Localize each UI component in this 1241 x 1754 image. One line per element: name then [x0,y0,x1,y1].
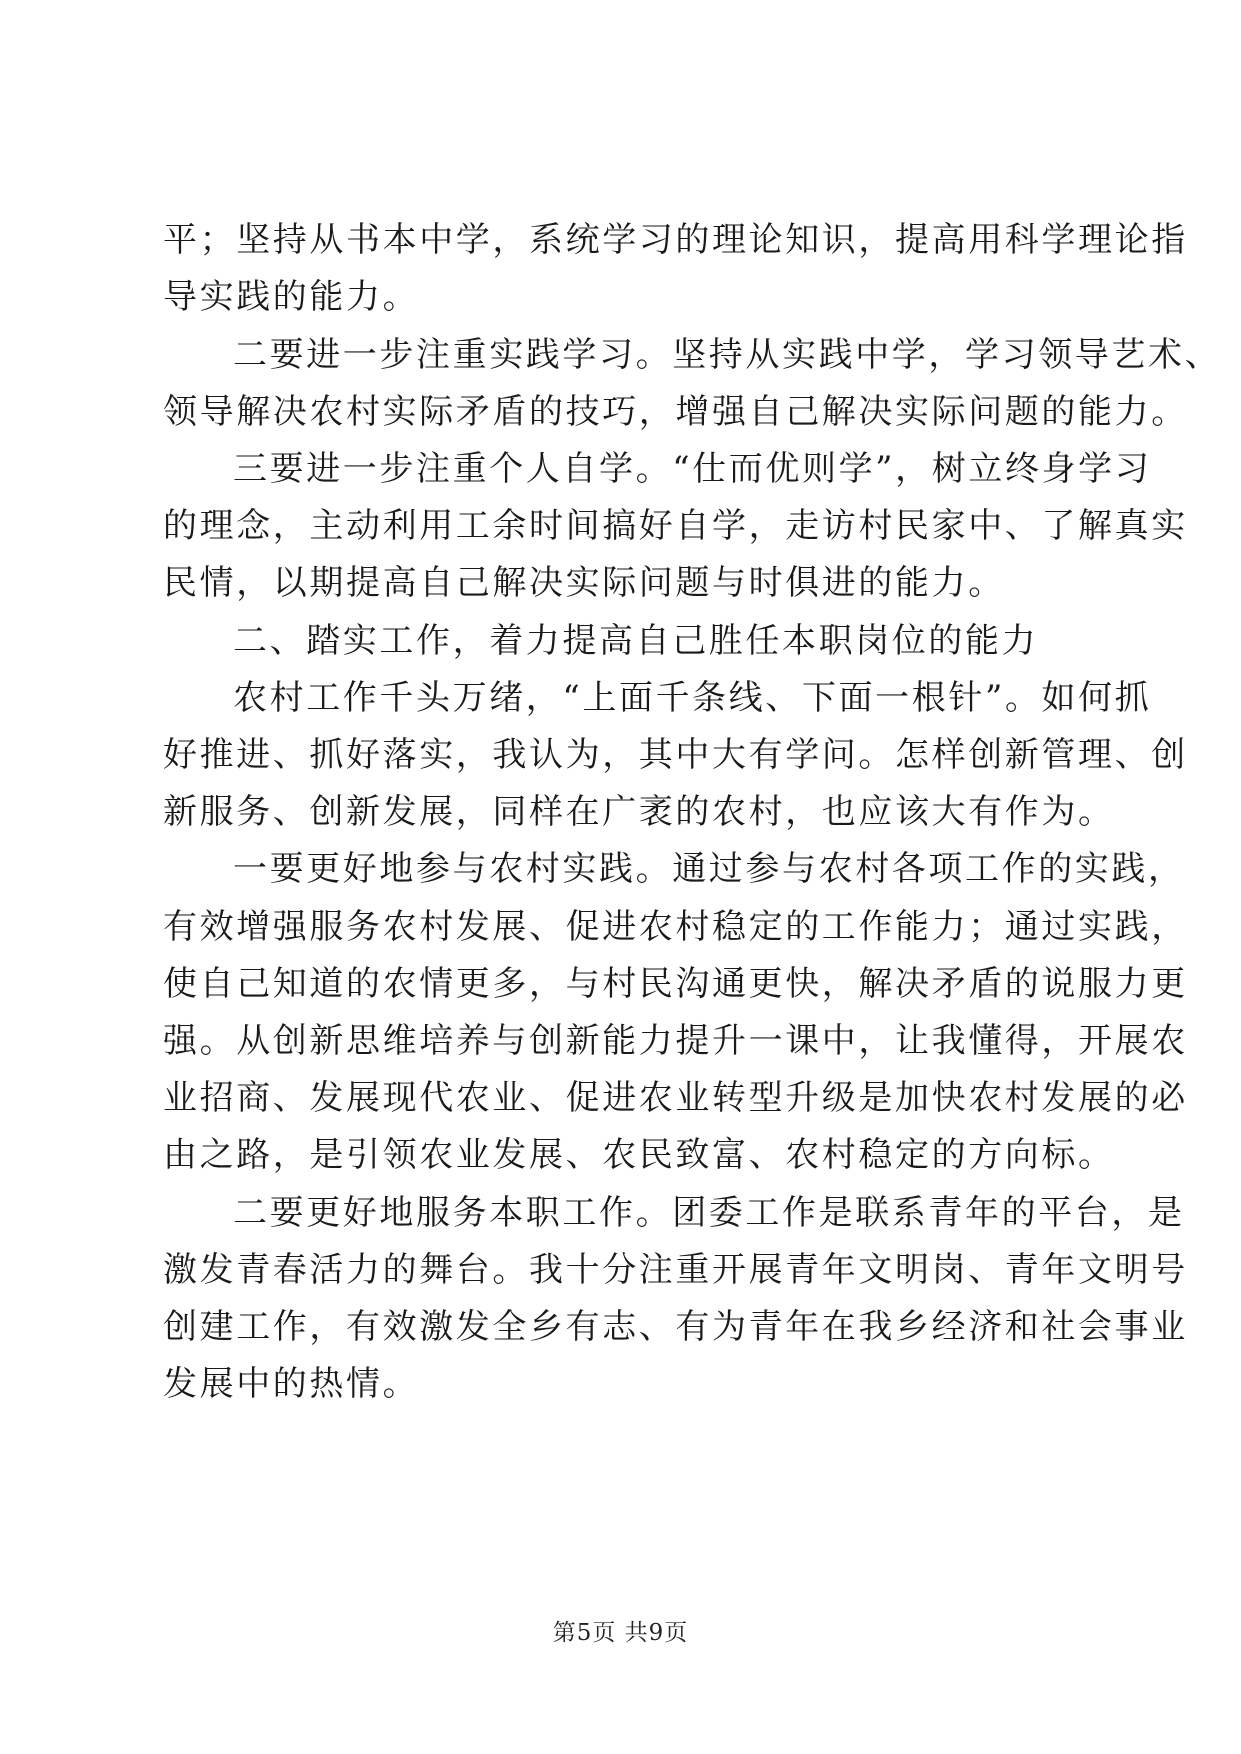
paragraph-start-line: 三要进一步注重个人自学。“仕而优则学”，树立终身学习 [233,449,1152,489]
page-number-footer: 第5页 共9页 [552,1620,689,1646]
paragraph-start-line: 二要更好地服务本职工作。团委工作是联系青年的平台，是 [233,1193,1185,1233]
section-heading: 二、踏实工作，着力提高自己胜任本职岗位的能力 [233,621,1039,661]
text-line: 平；坚持从书本中学，系统学习的理论知识，提高用科学理论指 [163,220,1188,260]
text-line: 激发青春活力的舞台。我十分注重开展青年文明岗、青年文明号 [163,1250,1188,1290]
text-line: 新服务、创新发展，同样在广袤的农村，也应该大有作为。 [163,792,1115,832]
text-line: 导实践的能力。 [163,277,420,317]
text-line: 好推进、抓好落实，我认为，其中大有学问。怎样创新管理、创 [163,735,1188,775]
text-line: 的理念，主动利用工余时间搞好自学，走访村民家中、了解真实 [163,506,1188,546]
paragraph-start-line: 一要更好地参与农村实践。通过参与农村各项工作的实践， [233,849,1185,889]
text-line: 由之路，是引领农业发展、农民致富、农村稳定的方向标。 [163,1135,1115,1175]
text-line: 强。从创新思维培养与创新能力提升一课中，让我懂得，开展农 [163,1021,1188,1061]
text-line: 有效增强服务农村发展、促进农村稳定的工作能力；通过实践， [163,907,1188,947]
text-line: 使自己知道的农情更多，与村民沟通更快，解决矛盾的说服力更 [163,964,1188,1004]
text-line: 领导解决农村实际矛盾的技巧，增强自己解决实际问题的能力。 [163,392,1188,432]
text-line: 业招商、发展现代农业、促进农业转型升级是加快农村发展的必 [163,1078,1188,1118]
text-line: 创建工作，有效激发全乡有志、有为青年在我乡经济和社会事业 [163,1307,1188,1347]
text-line: 民情，以期提高自己解决实际问题与时俱进的能力。 [163,563,1005,603]
text-line: 发展中的热情。 [163,1364,420,1404]
paragraph-start-line: 农村工作千头万绪，“上面千条线、下面一根针”。如何抓 [233,678,1152,718]
paragraph-start-line: 二要进一步注重实践学习。坚持从实践中学，学习领导艺术、 [233,335,1222,375]
